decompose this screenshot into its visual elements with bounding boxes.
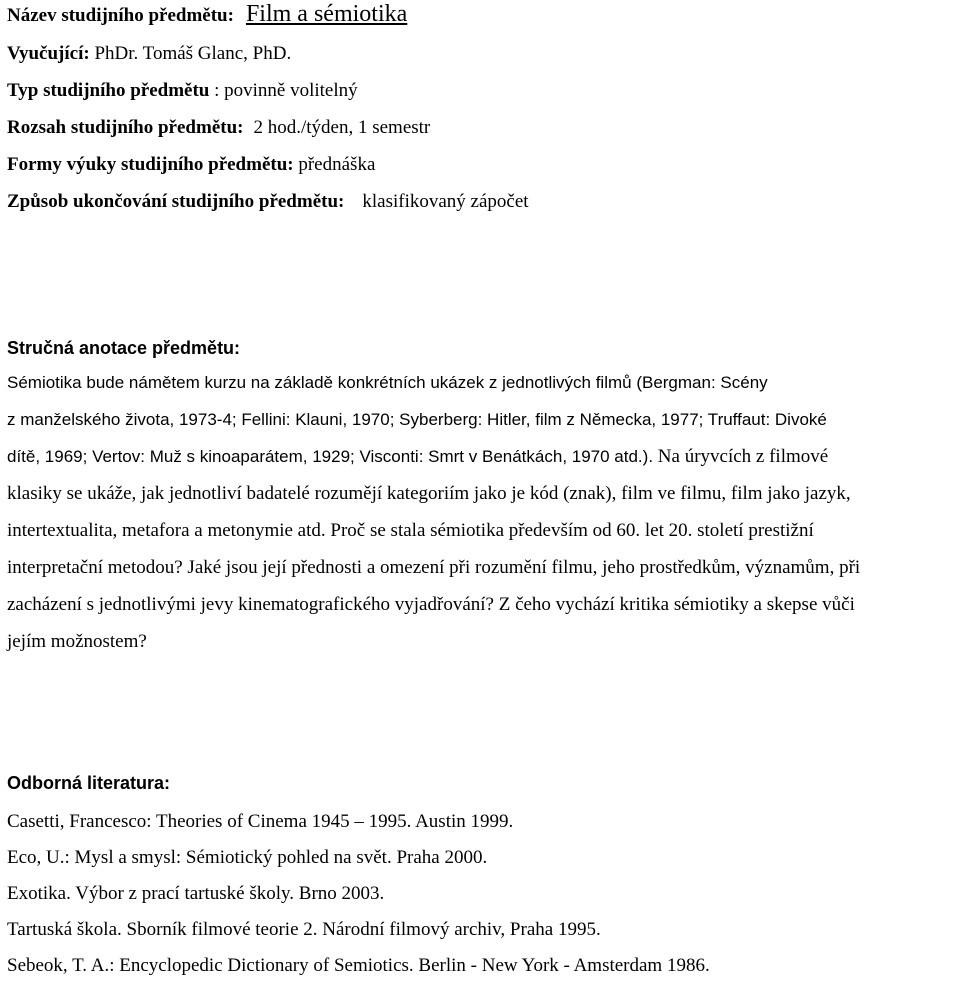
annotation-line — [7, 549, 952, 586]
literature-item: Eco, U.: Mysl a smysl: Sémiotický pohled na svět. Praha 2000. — [7, 847, 488, 868]
annotation-line-sans: Sémiotika bude námětem kurzu na základě konkrétních ukázek z jednotlivých filmů (Bergman: Scény — [7, 373, 768, 392]
type-line — [7, 79, 358, 103]
completion-label: Způsob ukončování studijního předmětu: — [7, 191, 345, 212]
completion-value: klasifikovaný zápočet — [362, 191, 529, 212]
literature-item: Tartuská škola. Sborník filmové teorie 2. Národní filmový archiv, Praha 1995. — [7, 919, 601, 940]
annotation-line — [7, 401, 952, 438]
course-name-value: Film a sémiotika — [245, 1, 408, 27]
annotation-line-serif: klasiky se ukáže, jak jednotliví badatelé rozumějí kategoriím jako je kód (znak), film ve filmu, film jako jazyk, — [7, 483, 851, 504]
forms-line — [7, 153, 375, 177]
annotation-line-serif: jejím možnostem? — [7, 631, 147, 652]
forms-label: Formy výuky studijního předmětu: — [7, 154, 294, 175]
literature-heading: Odborná literatura: — [7, 773, 171, 793]
annotation-line — [7, 512, 952, 549]
forms-value: přednáška — [298, 154, 376, 175]
annotation-line-serif: interpretační metodou? Jaké jsou její přednosti a omezení při rozumění filmu, jeho prostředkům, významům, při — [7, 557, 861, 578]
literature-item: Sebeok, T. A.: Encyclopedic Dictionary of Semiotics. Berlin - New York - Amsterdam 1986. — [7, 955, 710, 976]
scope-label: Rozsah studijního předmětu: — [7, 117, 244, 138]
annotation-heading: Stručná anotace předmětu: — [7, 338, 241, 358]
scope-line — [7, 116, 430, 140]
annotation-line — [7, 475, 952, 512]
annotation-line — [7, 438, 952, 475]
annotation-line-serif: zacházení s jednotlivými jevy kinematografického vyjadřování? Z čeho vychází kritika sémiotiky a skepse vůči — [7, 594, 855, 615]
annotation-line-sans: dítě, 1969; Vertov: Muž s kinoaparátem, 1929; Visconti: Smrt v Benátkách, 1970 atd.). — [7, 447, 654, 466]
annotation-line — [7, 586, 952, 623]
lecturer-value: PhDr. Tomáš Glanc, PhD. — [94, 43, 292, 64]
type-label: Typ studijního předmětu — [7, 80, 210, 101]
annotation-paragraph — [7, 364, 952, 660]
annotation-line-serif: Na úryvcích z filmové — [653, 446, 829, 467]
literature-item: Casetti, Francesco: Theories of Cinema 1945 – 1995. Austin 1999. — [7, 811, 514, 832]
annotation-line-serif: intertextualita, metafora a metonymie atd. Proč se stala sémiotika především od 60. let 20. století prestižní — [7, 520, 814, 541]
course-name-line — [7, 2, 407, 28]
scope-value: 2 hod./týden, 1 semestr — [253, 117, 431, 138]
literature-list — [7, 804, 952, 984]
lecturer-line — [7, 42, 291, 66]
literature-item: Exotika. Výbor z prací tartuské školy. Brno 2003. — [7, 883, 385, 904]
annotation-line-sans: z manželského života, 1973-4; Fellini: Klauni, 1970; Syberberg: Hitler, film z Německa, 1977; Truffaut: Divoké — [7, 410, 827, 429]
type-value: : povinně volitelný — [214, 80, 358, 101]
course-name-label: Název studijního předmětu: — [7, 5, 234, 26]
completion-line — [7, 190, 529, 214]
lecturer-label: Vyučující: — [7, 43, 90, 64]
annotation-line — [7, 623, 952, 660]
annotation-line — [7, 364, 952, 401]
